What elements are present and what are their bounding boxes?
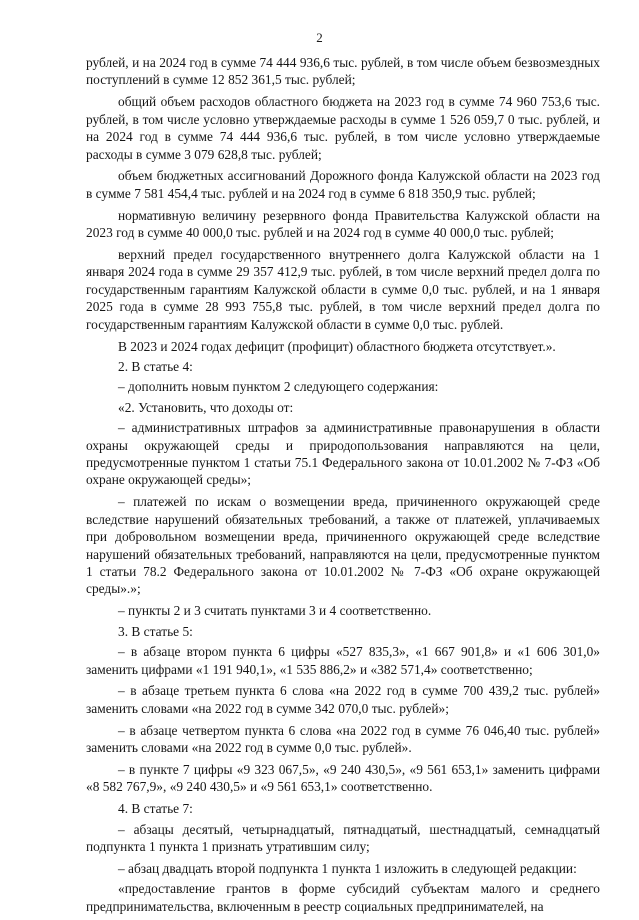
paragraph-expenses: общий объем расходов областного бюджета на 2023 год в сумме 74 960 753,6 тыс. рублей, в том числе условно утверждаемые расходы в сумме 1 526 059,7 0 тыс. рублей, и на 2024 год в сумме 74 444 936,6 тыс. рублей, в том числе условно утверждаемые расходы в сумме 3 079 628,8 тыс. рублей; bbox=[86, 94, 600, 162]
page-number: 2 bbox=[316, 30, 323, 45]
paragraph-deficit: В 2023 и 2024 годах дефицит (профицит) областного бюджета отсутствует.». bbox=[118, 338, 556, 354]
paragraph-item-6-third: – в абзаце третьем пункта 6 слова «на 2022 год в сумме 700 439,2 тыс. рублей» заменить словами «на 2022 год в сумме 342 070,0 тыс. рублей»; bbox=[86, 683, 600, 716]
paragraph-damage-claims: – платежей по искам о возмещении вреда, причиненного окружающей среде вследствие нарушений обязательных требований, а также от платежей, уплачиваемых при добровольном возмещении вреда, причиненного окружающей среде вследствие нарушений обязательных требований, направляются на цели, предусмотренные пунктом 1 статьи 78.2 Федерального закона от 10.01.2002 № 7-ФЗ «Об охране окружающей среды».»; bbox=[86, 494, 600, 597]
paragraph-income-from: «2. Установить, что доходы от: bbox=[118, 399, 294, 415]
paragraph-article-5-heading: 3. В статье 5: bbox=[118, 623, 193, 639]
paragraph-grants: «предоставление грантов в форме субсидий субъектам малого и среднего предпринимательства, включенным в реестр социальных предпринимателей, на bbox=[86, 881, 600, 914]
paragraph-void-abstracts: – абзацы десятый, четырнадцатый, пятнадцатый, шестнадцатый, семнадцатый подпункта 1 пункта 1 признать утратившим силу; bbox=[86, 821, 600, 855]
paragraph-road-fund: объем бюджетных ассигнований Дорожного фонда Калужской области на 2023 год в сумме 7 581 454,4 тыс. рублей и на 2024 год в сумме 6 818 350,9 тыс. рублей; bbox=[86, 168, 600, 201]
paragraph-income-2024: рублей, и на 2024 год в сумме 74 444 936,6 тыс. рублей, в том числе объем безвозмездных поступлений в сумме 12 852 361,5 тыс. рублей; bbox=[86, 55, 600, 88]
paragraph-add-item-2: – дополнить новым пунктом 2 следующего содержания: bbox=[118, 379, 439, 395]
paragraph-admin-fines: – административных штрафов за административные правонарушения в области охраны окружающей среды и природопользования направляются на цели, предусмотренные пунктом 1 статьи 75.1 Федерального закона от 10.01.2002 № 7-ФЗ «Об охране окружающей среды»; bbox=[86, 420, 600, 488]
paragraph-item-6-fourth: – в абзаце четвертом пункта 6 слова «на 2022 год в сумме 76 046,40 тыс. рублей» заменить словами «на 2022 год в сумме 0,0 тыс. рублей». bbox=[86, 722, 600, 756]
paragraph-item-7: – в пункте 7 цифры «9 323 067,5», «9 240 430,5», «9 561 653,1» заменить цифрами «8 582 767,9», «9 240 430,5» и «9 561 653,1» соответственно. bbox=[86, 762, 600, 795]
paragraph-renumber-items: – пункты 2 и 3 считать пунктами 3 и 4 соответственно. bbox=[118, 603, 432, 619]
paragraph-debt-limit: верхний предел государственного внутреннего долга Калужской области на 1 января 2024 года в сумме 29 357 412,9 тыс. рублей, в том числе верхний предел долга по государственным гарантиям Калужской области в сумме 0,0 тыс. рублей, и на 1 января 2025 года в сумме 28 993 755,8 тыс. рублей, в том числе верхний предел долга по государственным гарантиям Калужской области в сумме 0,0 тыс. рублей. bbox=[86, 247, 600, 332]
paragraph-article-4-heading: 2. В статье 4: bbox=[118, 359, 193, 374]
paragraph-new-wording: – абзац двадцать второй подпункта 1 пункта 1 изложить в следующей редакции: bbox=[118, 861, 577, 877]
paragraph-reserve-fund: нормативную величину резервного фонда Правительства Калужской области на 2023 год в сумме 40 000,0 тыс. рублей и на 2024 год в сумме 40 000,0 тыс. рублей; bbox=[86, 207, 600, 241]
paragraph-item-6-second: – в абзаце втором пункта 6 цифры «527 835,3», «1 667 901,8» и «1 606 301,0» заменить цифрами «1 191 940,1», «1 535 886,2» и «382 571,4» соответственно; bbox=[86, 644, 600, 677]
paragraph-article-7-heading: 4. В статье 7: bbox=[118, 801, 193, 817]
document-body bbox=[86, 54, 600, 920]
